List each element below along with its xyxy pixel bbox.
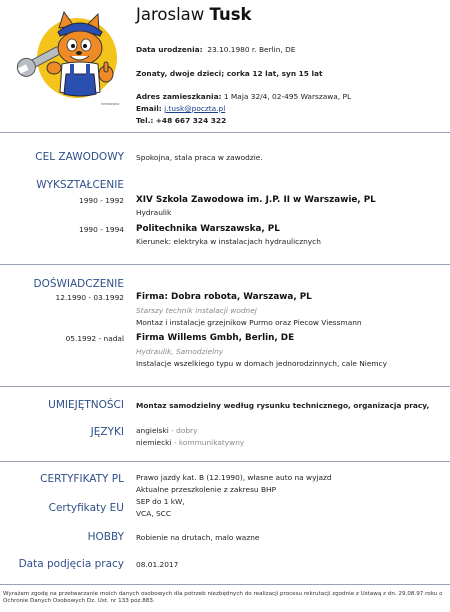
experience-date: 12.1990 - 03.1992 (55, 293, 124, 302)
experience-position: Starszy technik instalacji wodnej (136, 306, 257, 315)
address-line (136, 92, 351, 101)
gdpr-consent-text: Wyrażam zgodę na przetwarzanie moich danych osobowych dla potrzeb niezbędnych do realizacji procesu rekrutacji zgodnie z Ustawą z dn. 29.08.97 roku o Ochronie Danych Osobowych Dz. Ust. nr 133 poz.883. (3, 591, 443, 605)
cert-eu-line: SEP do 1 kW, (136, 497, 185, 506)
cert-pl-line: Aktualne przeszkolenie z zakresu BHP (136, 485, 277, 494)
language-level: kommunikatywny (178, 438, 245, 447)
phone-value: +48 667 324 322 (155, 116, 227, 125)
dob-label: Data urodzenia: (136, 45, 203, 54)
skills-text: Montaz samodzielny według rysunku technicznego, organizacja pracy, (136, 401, 430, 410)
email-line (136, 104, 225, 113)
experience-company: Firma Willems Gmbh, Berlin, DE (136, 333, 295, 343)
language-name: angielski (136, 426, 169, 435)
language-level: dobry (176, 426, 198, 435)
email-link[interactable]: j.tusk@poczta.pl (164, 104, 226, 113)
languages-heading: JĘZYKI (90, 426, 124, 438)
cert-pl-line: Prawo jazdy kat. B (12.1990), własne auto na wyjazd (136, 473, 332, 482)
experience-date: 05.1992 - nadal (65, 334, 124, 343)
start-date-heading: Data podjęcia pracy (18, 558, 124, 570)
education-school: XIV Szkola Zawodowa im. J.P. II w Warszawie, PL (136, 195, 376, 205)
education-detail: Hydraulik (136, 208, 172, 217)
experience-heading: DOŚWIADCZENIE (33, 278, 124, 290)
logo-image (14, 8, 126, 108)
experience-position: Hydraulik, Samodzielny (136, 347, 224, 356)
start-date-value: 08.01.2017 (136, 560, 179, 569)
certs-pl-heading: CERTYFIKATY PL (40, 473, 124, 485)
person-name (136, 5, 252, 24)
dob-line (136, 45, 295, 54)
education-school: Politechnika Warszawska, PL (136, 224, 280, 234)
cert-eu-line: VCA, SCC (136, 509, 171, 518)
logo-caption: kreskowka (101, 102, 120, 106)
email-label: Email: (136, 104, 162, 113)
hobby-text: Robienie na drutach, malo wazne (136, 533, 260, 542)
goal-heading: CEL ZAWODOWY (35, 151, 124, 163)
footer-divider (0, 584, 450, 585)
education-date: 1990 - 1992 (79, 196, 124, 205)
section-divider (0, 386, 450, 387)
language-item (136, 438, 244, 447)
dob-value: 23.10.1980 r. Berlin, DE (207, 45, 296, 54)
hobby-heading: HOBBY (87, 531, 124, 543)
family-status: Zonaty, dwoje dzieci; corka 12 lat, syn 15 lat (136, 69, 323, 78)
certs-eu-heading: Certyfikaty EU (48, 502, 124, 514)
language-item (136, 426, 197, 435)
experience-description: Montaz i instalacje grzejnikow Purmo oraz Piecow Viessmann (136, 318, 362, 327)
phone-line (136, 116, 226, 125)
last-name: Tusk (209, 5, 252, 24)
experience-description: Instalacje wszelkiego typu w domach jednorodzinnych, cale Niemcy (136, 359, 387, 368)
header-divider (0, 132, 450, 133)
section-divider (0, 264, 450, 265)
address-label: Adres zamieszkania: (136, 92, 222, 101)
language-separator: - (171, 438, 179, 447)
experience-company: Firma: Dobra robota, Warszawa, PL (136, 292, 312, 302)
skills-heading: UMIEJĘTNOŚCI (48, 399, 124, 411)
phone-label: Tel.: (136, 116, 154, 125)
language-name: niemiecki (136, 438, 172, 447)
education-date: 1990 - 1994 (79, 225, 124, 234)
education-detail: Kierunek: elektryka w instalacjach hydraulicznych (136, 237, 321, 246)
section-divider (0, 461, 450, 462)
language-separator: - (168, 426, 177, 435)
education-heading: WYKSZTAŁCENIE (36, 179, 124, 191)
first-name: Jaroslaw (136, 5, 205, 24)
address-value: 1 Maja 32/4, 02-495 Warszawa, PL (223, 92, 352, 101)
goal-text: Spokojna, stala praca w zawodzie. (136, 153, 263, 162)
